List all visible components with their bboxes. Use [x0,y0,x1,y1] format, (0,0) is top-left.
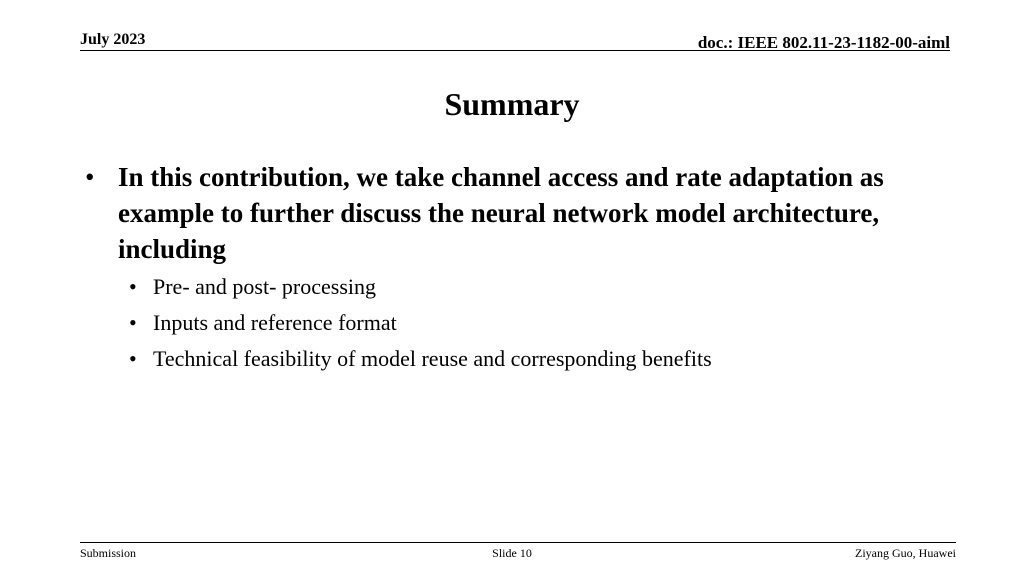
sub-bullet-item [129,341,955,377]
sub-bullet-item [129,305,955,341]
bullet-dot-icon: • [129,346,137,371]
header-divider [80,50,950,51]
header-doc-id: doc.: IEEE 802.11-23-1182-00-aiml [697,33,950,52]
main-bullet [85,159,955,267]
slide-title: Summary [444,86,580,122]
sub-bullet-item [129,269,955,305]
bullet-dot-icon: • [129,274,137,299]
footer-slide-number: Slide 10 [492,546,532,560]
footer-divider [80,542,956,543]
bullet-dot-icon: • [85,162,95,192]
footer-submission: Submission [80,546,137,560]
sub-bullet-list [85,269,955,377]
footer-author: Ziyang Guo, Huawei [855,546,956,560]
bullet-dot-icon: • [129,310,137,335]
header-date: July 2023 [80,31,146,48]
main-bullet-text: In this contribution, we take channel access and rate adaptation as example to further discuss the neural network model architecture, including [118,162,884,264]
sub-bullet-text: Technical feasibility of model reuse and corresponding benefits [153,346,712,371]
slide-content [85,159,955,377]
sub-bullet-text: Pre- and post- processing [153,274,377,299]
sub-bullet-text: Inputs and reference format [153,310,397,335]
